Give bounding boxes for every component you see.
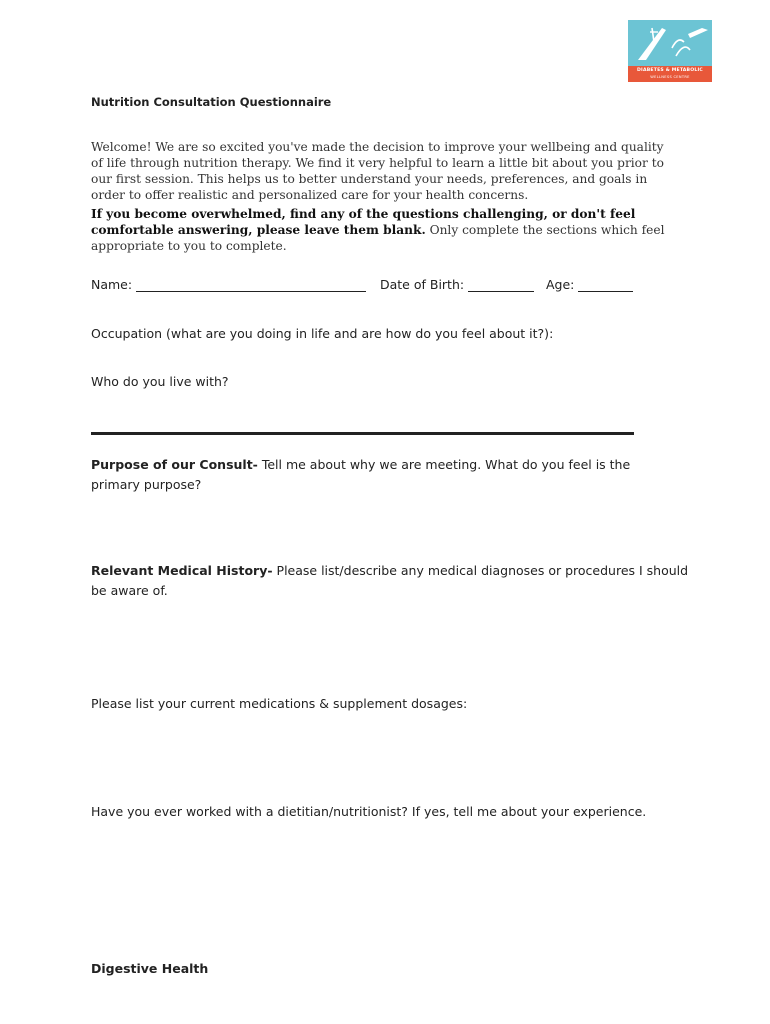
name-blank[interactable] [136, 278, 366, 292]
clinic-logo [628, 20, 712, 82]
dob-blank[interactable] [468, 278, 534, 292]
occupation-question: Occupation (what are you doing in life and are how do you feel about it?): [91, 326, 554, 341]
logo-line-2: WELLNESS CENTRE [650, 74, 690, 79]
dietitian-question: Have you ever worked with a dietitian/nutritionist? If yes, tell me about your experience. [91, 804, 647, 819]
age-label: Age: [546, 277, 575, 292]
section-divider [91, 432, 634, 435]
logo-band [628, 66, 712, 82]
name-label: Name: [91, 277, 133, 292]
instructions-bold: If you become overwhelmed, find any of the questions challenging, or don't feel comfortable answering, please leave them blank. [91, 207, 636, 237]
age-field[interactable] [546, 277, 633, 292]
logo-mark [628, 20, 712, 66]
dob-field[interactable] [380, 277, 534, 292]
logo-line-1: DIABETES & METABOLIC [637, 68, 703, 73]
welcome-paragraph: Welcome! We are so excited you've made the decision to improve your wellbeing and quality of life through nutrition therapy. We find it very helpful to learn a little bit about you prior to our first session. This helps us to better understand your needs, preferences, and goals in order to offer realistic and personalized care for your health concerns. [91, 140, 664, 202]
name-field[interactable] [91, 277, 366, 292]
live-with-question: Who do you live with? [91, 374, 229, 389]
medical-history-question [91, 561, 691, 601]
page-title: Nutrition Consultation Questionnaire [91, 95, 332, 109]
purpose-question [91, 455, 671, 495]
purpose-heading: Purpose of our Consult- [91, 457, 258, 472]
lettermark-icon [628, 20, 712, 66]
medical-history-heading: Relevant Medical History- [91, 563, 273, 578]
medical-history-text: Please list/describe any medical diagnoses or procedures I should be aware of. [91, 563, 689, 598]
purpose-text: Tell me about why we are meeting. What do you feel is the primary purpose? [91, 457, 631, 492]
digestive-health-heading: Digestive Health [91, 961, 209, 976]
instructions-paragraph [91, 206, 671, 254]
instructions-rest: Only complete the sections which feel appropriate to you to complete. [91, 223, 665, 253]
dob-label: Date of Birth: [380, 277, 465, 292]
age-blank[interactable] [578, 278, 633, 292]
medications-question: Please list your current medications & supplement dosages: [91, 696, 468, 711]
